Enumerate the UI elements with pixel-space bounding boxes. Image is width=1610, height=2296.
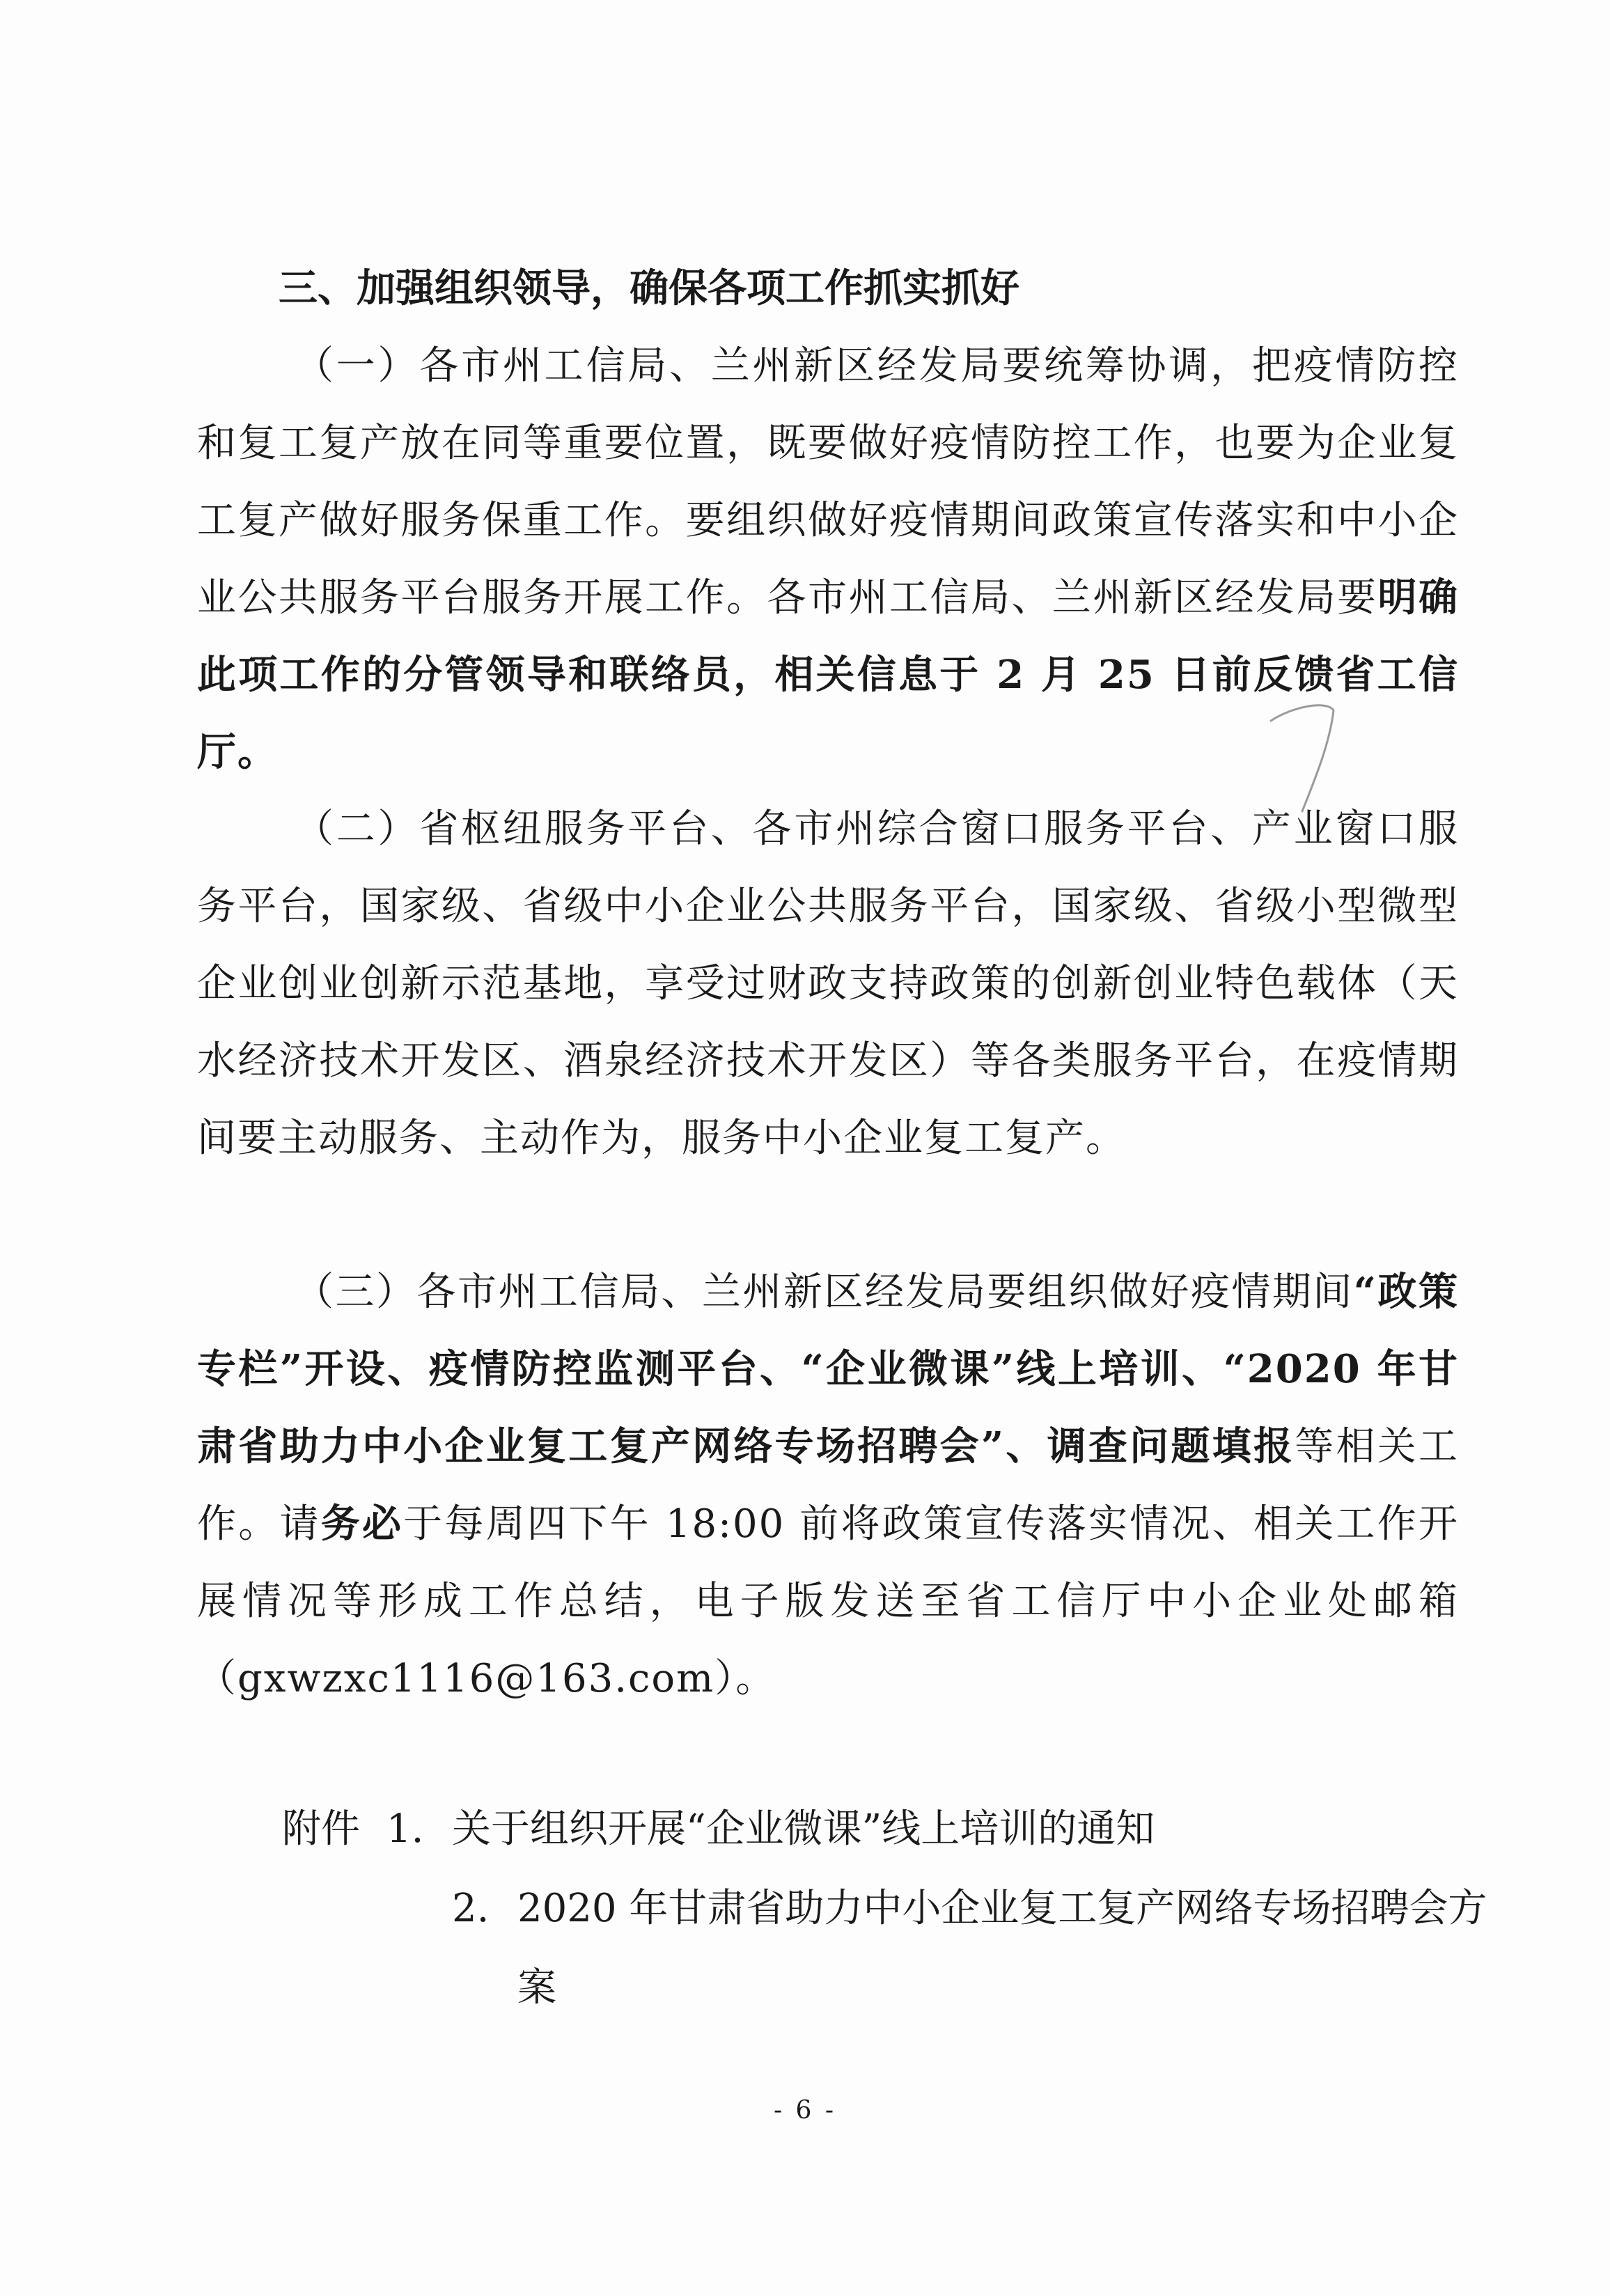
handwritten-mark-icon xyxy=(1260,693,1344,818)
paragraph-3-text-b: 等相关工作。请 xyxy=(197,1424,1459,1547)
paragraph-3-emphasis-2: 务必 xyxy=(320,1501,404,1547)
attachments-list xyxy=(282,1790,1492,2028)
attachment-item-2 xyxy=(282,1869,1492,2028)
attachment-number: 1. xyxy=(386,1806,424,1852)
paragraph-3-text: （三）各市州工信局、兰州新区经发局要组织做好疫情期间 xyxy=(295,1270,1354,1315)
attachment-item-1 xyxy=(282,1790,1492,1869)
section-heading: 三、加强组织领导，确保各项工作抓实抓好 xyxy=(279,266,1019,311)
paragraph-2 xyxy=(197,790,1459,1177)
attachment-title: 2020 年甘肃省助力中小企业复工复产网络专场招聘会方案 xyxy=(517,1886,1487,2010)
page-number: - 6 - xyxy=(773,2096,837,2125)
attachments-label: 附件 xyxy=(282,1806,360,1852)
paragraph-1-text: （一）各市州工信局、兰州新区经发局要统筹协调，把疫情防控和复工复产放在同等重要位置，既要做好疫情防控工作，也要为企业复工复产做好服务保重工作。要组织做好疫情期间政策宣传落实和中小企业公共服务平台服务开展工作。各市州工信局、兰州新区经发局要 xyxy=(197,343,1459,620)
paragraph-1-emphasis: 明确此项工作的分管领导和联络员，相关信息于 2 月 25 日前反馈省工信厅。 xyxy=(197,575,1460,775)
paragraph-3-text-c: 于每周四下午 18:00 前将政策宣传落实情况、相关工作开展情况等形成工作总结，电子版发送至省工信厅中小企业处邮箱（gxwzxc1116@163.com）。 xyxy=(197,1501,1460,1701)
attachment-number: 2. xyxy=(452,1886,490,1931)
attachment-title: 关于组织开展“企业微课”线上培训的通知 xyxy=(452,1806,1155,1852)
paragraph-3 xyxy=(197,1254,1459,1717)
paragraph-3-emphasis: “政策专栏”开设、疫情防控监测平台、“企业微课”线上培训、“2020 年甘肃省助力中小企业复工复产网络专场招聘会”、调查问题填报 xyxy=(197,1269,1459,1469)
paragraph-2-text: （二）省枢纽服务平台、各市州综合窗口服务平台、产业窗口服务平台，国家级、省级中小企业公共服务平台，国家级、省级小型微型企业创业创新示范基地，享受过财政支持政策的创新创业特色载体（天水经济技术开发区、酒泉经济技术开发区）等各类服务平台，在疫情期间要主动服务、主动作为，服务中小企业复工复产。 xyxy=(197,806,1459,1161)
